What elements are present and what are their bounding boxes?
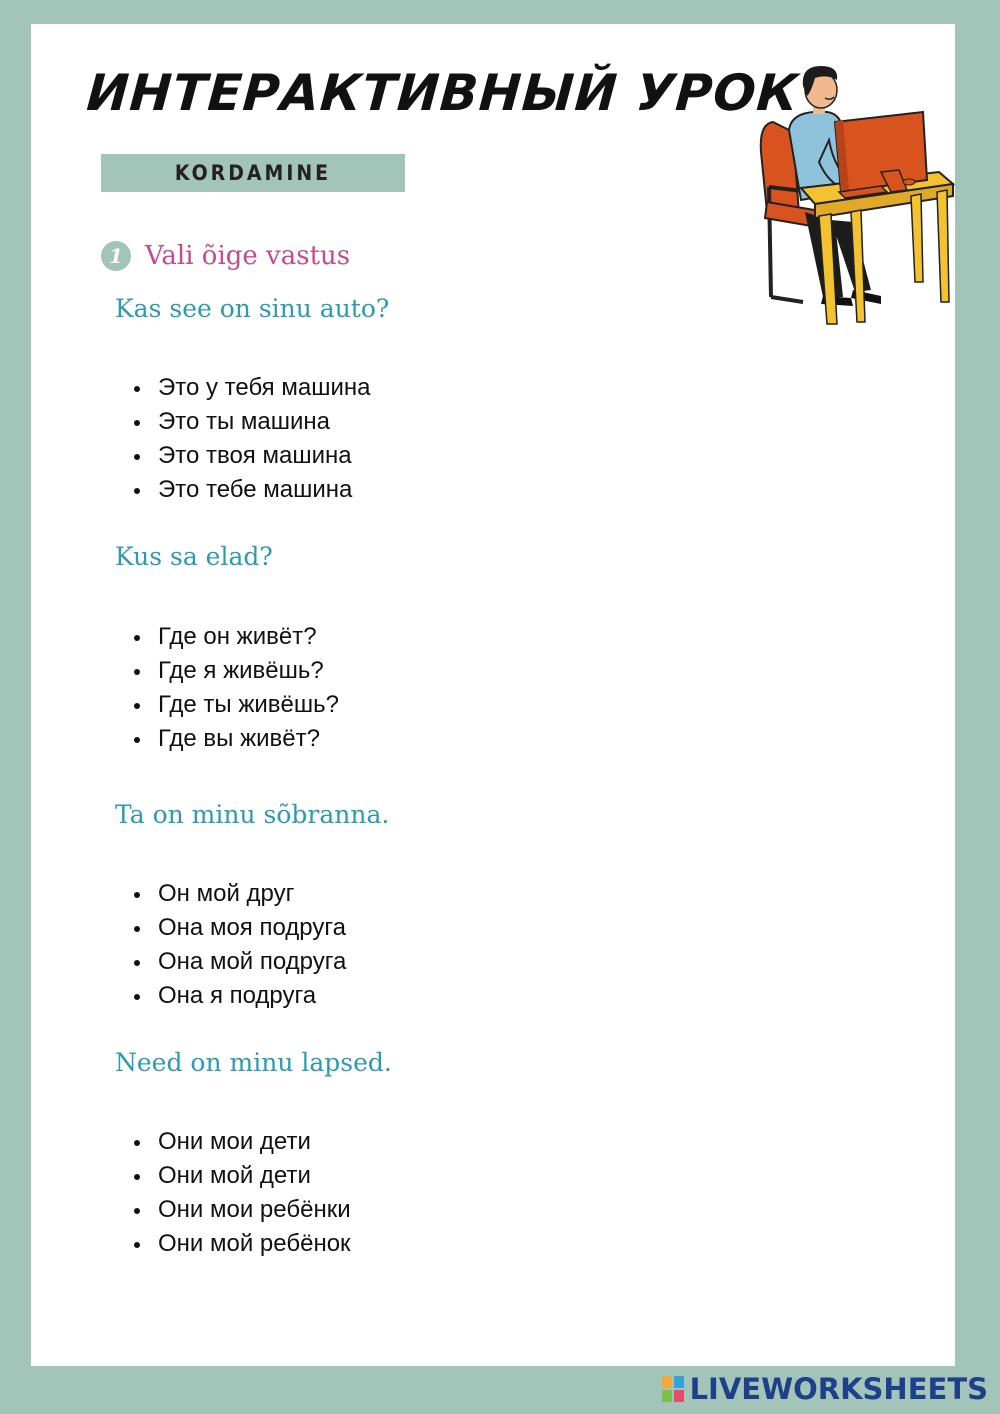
answer-option[interactable]: Она я подруга	[158, 979, 346, 1013]
subtitle-banner	[101, 154, 405, 192]
answer-option[interactable]: Это ты машина	[158, 405, 370, 439]
task-instruction: Vali õige vastus	[145, 241, 351, 271]
task-header	[101, 241, 350, 271]
person-at-computer-illustration	[731, 52, 961, 337]
worksheet-page	[31, 24, 955, 1366]
question-prompt: Need on minu lapsed.	[115, 1048, 392, 1077]
answer-option[interactable]: Он мой друг	[158, 877, 346, 911]
answer-option[interactable]: Она мой подруга	[158, 945, 346, 979]
liveworksheets-logo[interactable]	[662, 1372, 988, 1406]
liveworksheets-logo-icon	[662, 1376, 684, 1402]
answer-option[interactable]: Где вы живёт?	[158, 722, 339, 756]
answer-option[interactable]: Они мои дети	[158, 1125, 351, 1159]
answer-option[interactable]: Они мой дети	[158, 1159, 351, 1193]
page-title: ИНТЕРАКТИВНЫЙ УРОК	[84, 64, 801, 122]
answer-option[interactable]: Это твоя машина	[158, 439, 370, 473]
answer-option[interactable]: Где ты живёшь?	[158, 688, 339, 722]
liveworksheets-logo-text: LIVEWORKSHEETS	[689, 1372, 988, 1406]
answer-option[interactable]: Они мой ребёнок	[158, 1227, 351, 1261]
question-prompt: Kas see on sinu auto?	[115, 294, 390, 323]
question-prompt: Ta on minu sõbranna.	[115, 800, 390, 829]
answer-option[interactable]: Это у тебя машина	[158, 371, 370, 405]
answer-option[interactable]: Она моя подруга	[158, 911, 346, 945]
question-prompt: Kus sa elad?	[115, 542, 273, 571]
answer-option[interactable]: Где я живёшь?	[158, 654, 339, 688]
task-number-badge: 1	[101, 241, 131, 271]
answer-options	[117, 877, 346, 1013]
answer-options	[117, 371, 370, 507]
subtitle-text: KORDAMINE	[174, 161, 332, 185]
answer-option[interactable]: Где он живёт?	[158, 620, 339, 654]
answer-options	[117, 620, 339, 756]
answer-options	[117, 1125, 351, 1261]
answer-option[interactable]: Это тебе машина	[158, 473, 370, 507]
answer-option[interactable]: Они мои ребёнки	[158, 1193, 351, 1227]
